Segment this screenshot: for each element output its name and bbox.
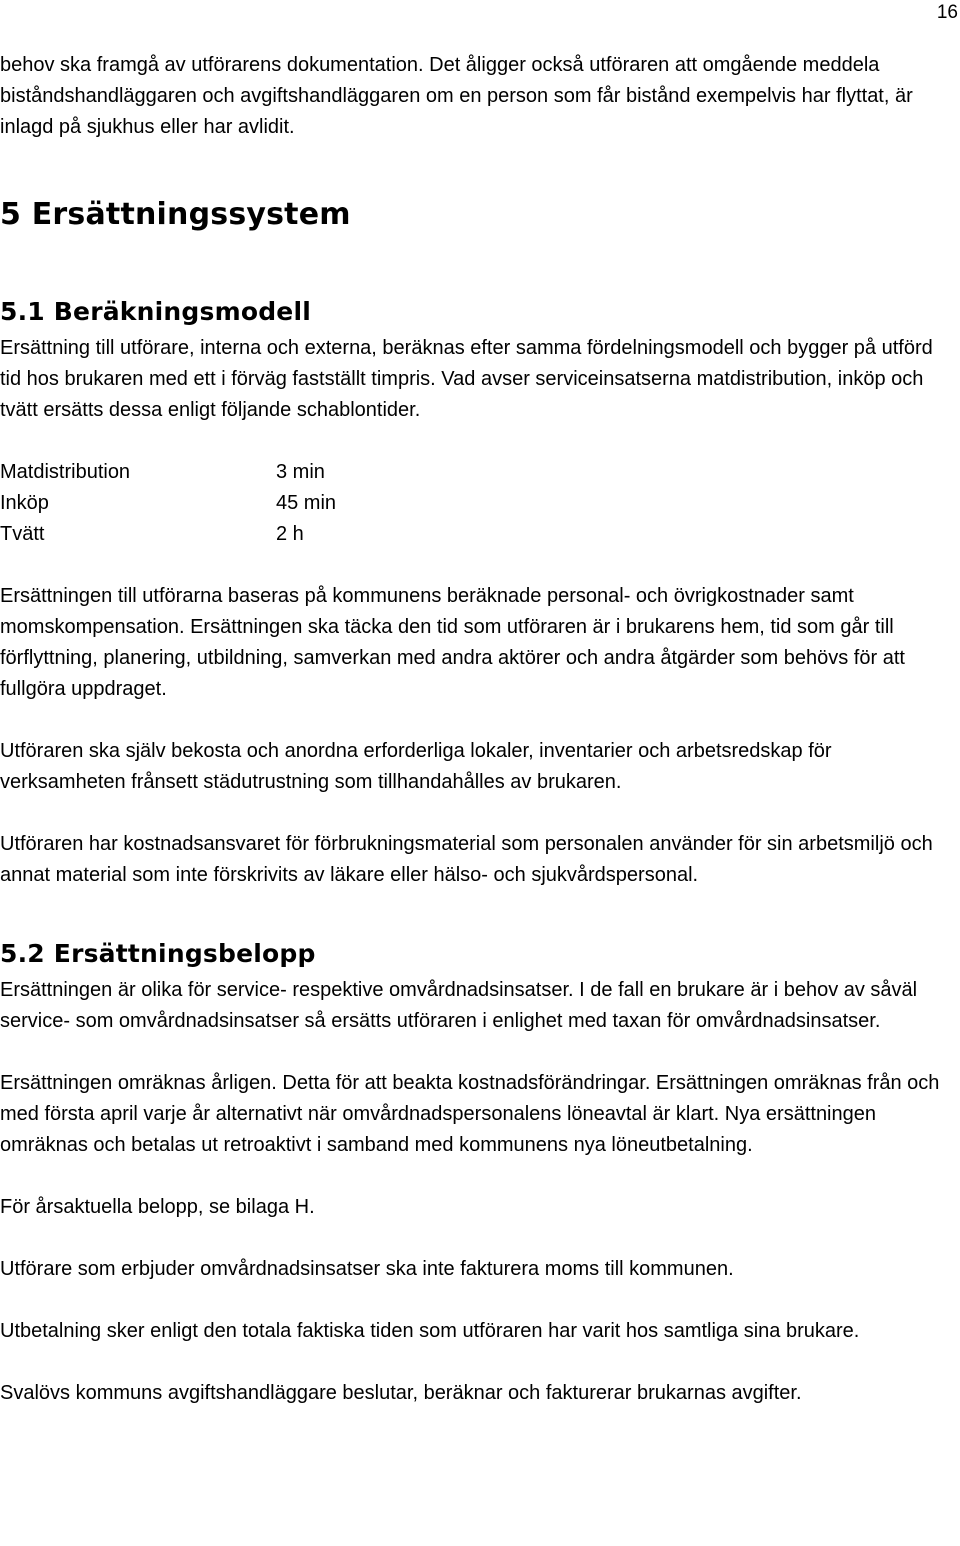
paragraph-intro: behov ska framgå av utförarens dokumentation. Det åligger också utföraren att omgående meddela biståndshandläggaren och avgiftshandläggaren om en person som får bistånd exempelvis har flyttat, är inlagd på sjukhus eller har avlidit.	[0, 54, 913, 138]
paragraph-fees: Svalövs kommuns avgiftshandläggare beslutar, beräknar och fakturerar brukarnas avgifter.	[0, 1382, 802, 1404]
paragraph-model: Ersättning till utförare, interna och externa, beräknas efter samma fördelningsmodell och bygger på utförd tid hos brukaren med ett i förväg fastställt timpris. Vad avser serviceinsatserna matdistribution, inköp och tvätt ersätts dessa enligt följande schablontider.	[0, 337, 933, 421]
paragraph-amount-intro: Ersättningen är olika för service- respektive omvårdnadsinsatser. I de fall en brukare är i behov av såväl service- som omvårdnadsinsatser så ersätts utföraren i enlighet med taxan för omvårdnadsinsatser.	[0, 979, 918, 1032]
section-heading-ersattningsbelopp: 5.2 Ersättningsbelopp	[0, 939, 316, 968]
schedule-time: 45 min	[276, 492, 337, 514]
schedule-time: 3 min	[276, 461, 325, 483]
paragraph-basis: Ersättningen till utförarna baseras på kommunens beräknade personal- och övrigkostnader samt momskompensation. Ersättningen ska täcka den tid som utföraren är i brukarens hem, tid som går till förflyttning, planering, utbildning, samverkan med andra aktörer och andra åtgärder som behövs för att fullgöra uppdraget.	[0, 585, 905, 700]
paragraph-attachment: För årsaktuella belopp, se bilaga H.	[0, 1196, 315, 1218]
page-number: 16	[936, 2, 958, 23]
schedule-row	[0, 488, 958, 519]
paragraph-annual: Ersättningen omräknas årligen. Detta för att beakta kostnadsförändringar. Ersättningen omräknas från och med första april varje år alternativt när omvårdnadspersonalens löneavtal är klart. Nya ersättningen omräknas och betalas ut retroaktivt i samband med kommunens nya löneutbetalning.	[0, 1072, 940, 1156]
paragraph-vat: Utförare som erbjuder omvårdnadsinsatser ska inte fakturera moms till kommunen.	[0, 1258, 734, 1280]
paragraph-payout: Utbetalning sker enligt den totala faktiska tiden som utföraren har varit hos samtliga sina brukare.	[0, 1320, 860, 1342]
schedule-time: 2 h	[276, 523, 304, 545]
schedule-row	[0, 457, 958, 488]
chapter-heading: 5 Ersättningssystem	[0, 197, 351, 232]
paragraph-materials: Utföraren har kostnadsansvaret för förbrukningsmaterial som personalen använder för sin arbetsmiljö och annat material som inte förskrivits av läkare eller hälso- och sjukvårdspersonal.	[0, 833, 933, 886]
schedule-service: Matdistribution	[0, 461, 131, 483]
section-heading-berakningsmodell: 5.1 Beräkningsmodell	[0, 297, 311, 326]
paragraph-premises: Utföraren ska själv bekosta och anordna erforderliga lokaler, inventarier och arbetsredskap för verksamheten frånsett städutrustning som tillhandahålles av brukaren.	[0, 740, 832, 793]
schedule-service: Inköp	[0, 492, 49, 514]
schedule-service: Tvätt	[0, 523, 45, 545]
schedule-table	[0, 457, 958, 550]
schedule-row	[0, 519, 958, 550]
